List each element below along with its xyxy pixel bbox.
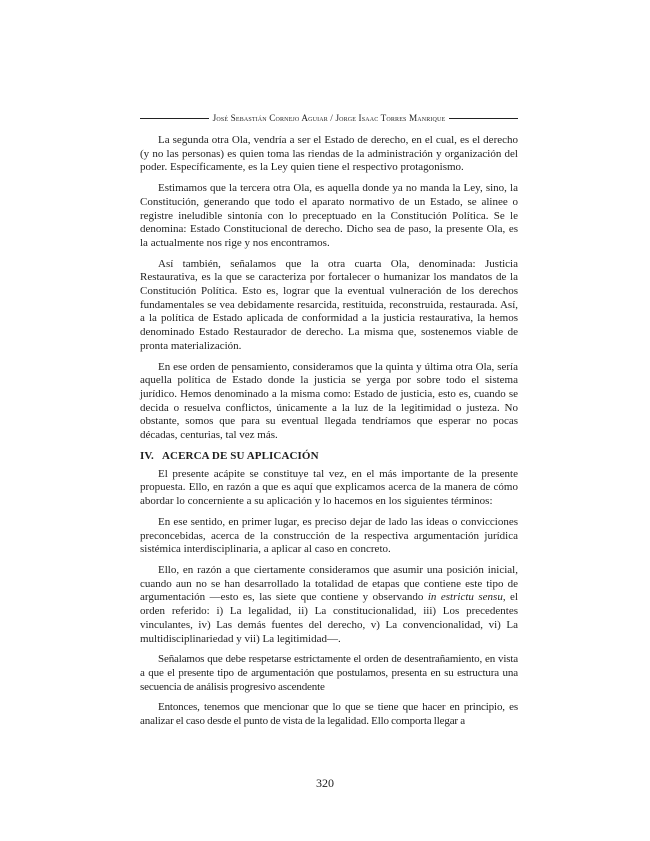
- running-header: [140, 113, 518, 123]
- paragraph-legality-analysis: Entonces, tenemos que mencionar que lo que se tiene que hacer en principio, es analizar el caso desde el punto de vista de la legalidad. Ello comporta llegar a: [140, 701, 518, 728]
- section-heading: [140, 450, 518, 462]
- section-title: ACERCA DE SU APLICACIÓN: [162, 449, 319, 462]
- header-authors: José Sebastián Cornejo Aguiar / Jorge Isaac Torres Manrique: [212, 113, 446, 123]
- paragraph-fifth-wave: En ese orden de pensamiento, consideramos que la quinta y última otra Ola, sería aquella política de Estado donde la justicia se yerga por sobre todo el sistema jurídico. Hemos denominado a la misma como: Estado de justicia, esto es, cuando se decida o resuelva conflictos, únicamente a la luz de la legitimidad o justeza. No obstante, somos que para su eventual llegada tendríamos que esperar no pocas décadas, centurias, tal vez más.: [140, 360, 518, 442]
- paragraph-preconceived-ideas: En ese sentido, en primer lugar, es preciso dejar de lado las ideas o convicciones preconcebidas, acerca de la construcción de la respectiva argumentación jurídica sistémica interdisciplinaria, a aplicar al caso en concreto.: [140, 515, 518, 556]
- page-number: 320: [316, 776, 334, 790]
- header-rule-left: [140, 118, 209, 119]
- paragraph-argument-order: [140, 564, 518, 646]
- order-text-after: , el orden referido: i) La legalidad, ii) La constitucionalidad, iii) Los precedentes vinculantes, iv) Las demás fuentes del derecho, v) La convencionalidad, vi) La multidisciplinariedad y vii) La legitimidad—.: [140, 591, 518, 645]
- order-text-italic: in estrictu sensu: [427, 591, 503, 604]
- header-rule-right: [449, 118, 518, 119]
- order-text-before: Ello, en razón a que ciertamente consideramos que asumir una posición inicial, cuando aun no se han desarrollado la totalidad de etapas que contiene este tipo de argumentación —esto es, las siete que contiene y observando: [140, 563, 518, 604]
- section-number: IV.: [140, 449, 154, 462]
- paragraph-second-wave: La segunda otra Ola, vendría a ser el Estado de derecho, en el cual, es el derecho (y no las personas) es quien toma las riendas de la administración y organización del poder. Específicamente, es la Ley quien tiene el respectivo protagonismo.: [140, 134, 518, 174]
- page-body: [140, 134, 518, 736]
- paragraph-third-wave: Estimamos que la tercera otra Ola, es aquella donde ya no manda la Ley, sino, la Constitución, generando que todo el aparato normativo de un Estado, se alinee o registre ineludible sintonía con lo preceptuado en la Constitución Política. Se le denomina: Estado Constitucional de derecho. Dicho sea de paso, la presente Ola, es la actualmente nos rige y nos encontramos.: [140, 182, 518, 249]
- paragraph-fourth-wave: Así también, señalamos que la otra cuarta Ola, denominada: Justicia Restaurativa, es la que se caracteriza por fortalecer o humanizar los mandatos de la Constitución Política. Esto es, lograr que la eventual vulneración de los derechos fundamentales se vea debidamente resarcida, restituida, reconstruida, restaurada. Así, a la política de Estado aplicada de conformidad a la justicia restaurativa, la hemos denominado Estado Restaurador de derecho. La misma que, sostenemos viable de pronta materialización.: [140, 257, 518, 352]
- paragraph-strict-order: Señalamos que debe respetarse estrictamente el orden de desentrañamiento, en vista a que el presente tipo de argumentación que postulamos, presenta en su estructura una secuencia de análisis progresivo ascendente: [140, 653, 518, 693]
- paragraph-section-intro: El presente acápite se constituye tal vez, en el más importante de la presente propuesta. Ello, en razón a que es aquí que explicamos acerca de la manera de cómo abordar lo concerniente a su aplicación y lo hacemos en los siguientes términos:: [140, 467, 518, 508]
